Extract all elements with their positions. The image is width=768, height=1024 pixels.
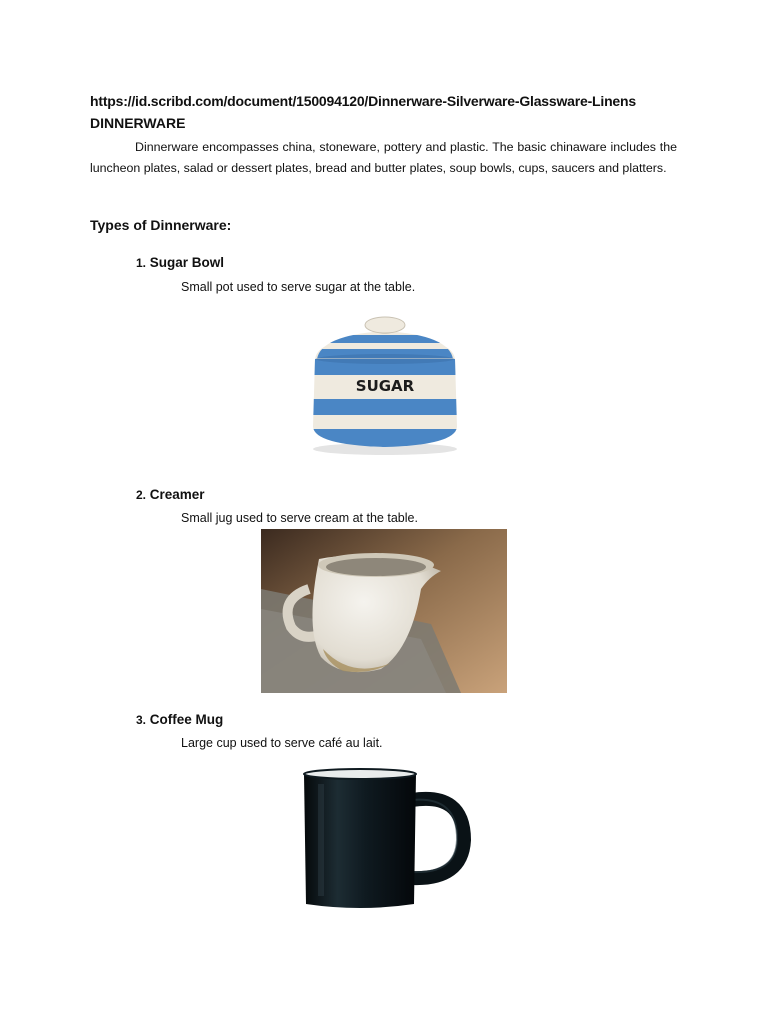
item-description-sugar-bowl: Small pot used to serve sugar at the table.: [181, 280, 416, 294]
types-heading: Types of Dinnerware:: [90, 217, 232, 233]
item-name: Creamer: [149, 487, 205, 502]
item-number: 3.: [136, 713, 147, 727]
creamer-image: [261, 529, 507, 693]
item-number: 1.: [136, 256, 147, 270]
item-number: 2.: [136, 488, 147, 502]
page-title: DINNERWARE: [90, 115, 186, 131]
item-heading-coffee-mug: [136, 712, 223, 727]
sugar-label: SUGAR: [355, 377, 415, 395]
item-heading-sugar-bowl: [136, 255, 224, 270]
item-description-coffee-mug: Large cup used to serve café au lait.: [181, 736, 383, 750]
coffee-mug-image: [296, 762, 472, 916]
intro-paragraph: Dinnerware encompasses china, stoneware, pottery and plastic. The basic chinaware includes the luncheon plates, salad or dessert plates, bread and butter plates, soup bowls, cups, saucers and platters.: [90, 140, 677, 175]
item-heading-creamer: [136, 487, 205, 502]
item-name: Sugar Bowl: [149, 255, 225, 270]
item-description-creamer: Small jug used to serve cream at the table.: [181, 511, 418, 525]
item-name: Coffee Mug: [149, 712, 224, 727]
source-url[interactable]: https://id.scribd.com/document/150094120/Dinnerware-Silverware-Glassware-Linens: [90, 93, 636, 109]
sugar-bowl-image: [295, 307, 475, 462]
